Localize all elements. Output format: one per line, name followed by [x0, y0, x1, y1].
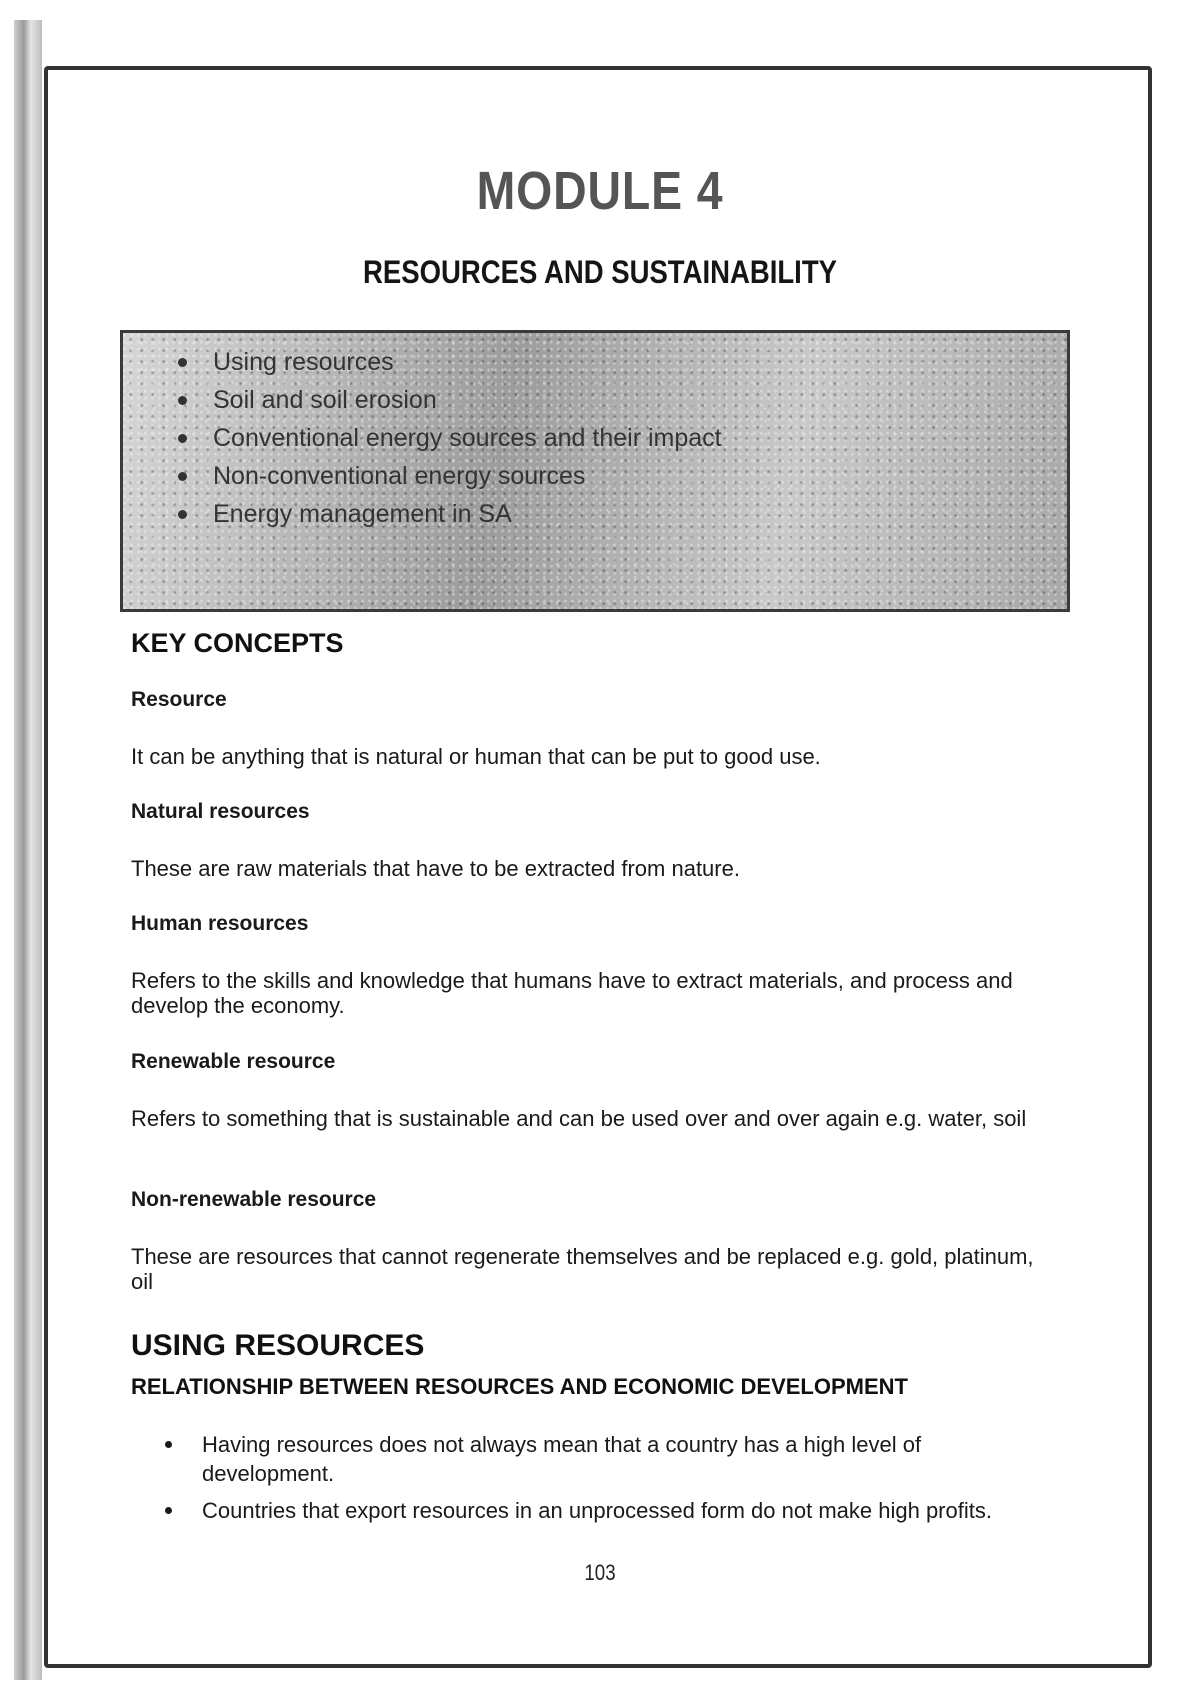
bullet-icon — [165, 1507, 172, 1514]
concept-term-resource: Resource — [131, 688, 227, 711]
relationship-subheading: RELATIONSHIP BETWEEN RESOURCES AND ECONOMIC DEVELOPMENT — [131, 1374, 908, 1399]
points-list — [165, 1430, 1045, 1533]
topic-label: Energy management in SA — [213, 500, 512, 528]
module-subtitle: RESOURCES AND SUSTAINABILITY — [363, 254, 837, 290]
topic-item — [178, 495, 722, 533]
bullet-icon — [178, 434, 187, 443]
concept-definition-resource: It can be anything that is natural or human that can be put to good use. — [131, 744, 821, 769]
page-number: 103 — [584, 1560, 616, 1585]
concept-definition-human-resources: Refers to the skills and knowledge that humans have to extract materials, and process and develop the economy. — [131, 968, 1013, 1018]
concept-term-non-renewable-resource: Non-renewable resource — [131, 1188, 377, 1211]
concept-definition-renewable-resource: Refers to something that is sustainable and can be used over and over again e.g. water, soil — [131, 1106, 1027, 1131]
topic-label: Conventional energy sources and their impact — [213, 424, 722, 452]
topic-item — [178, 419, 722, 457]
list-item — [165, 1496, 1045, 1525]
bullet-icon — [178, 472, 187, 481]
module-title: MODULE 4 — [476, 161, 724, 221]
topics-box — [120, 330, 1070, 612]
topic-label: Soil and soil erosion — [213, 386, 437, 414]
list-item — [165, 1430, 1045, 1488]
key-concepts-heading: KEY CONCEPTS — [131, 628, 344, 658]
topic-item — [178, 457, 722, 495]
binding-edge — [14, 20, 42, 1680]
topic-item — [178, 343, 722, 381]
using-resources-heading: USING RESOURCES — [131, 1329, 425, 1362]
topic-label: Using resources — [213, 348, 394, 376]
topic-label: Non-conventional energy sources — [213, 462, 586, 490]
bullet-icon — [178, 358, 187, 367]
bullet-icon — [178, 396, 187, 405]
bullet-icon — [178, 510, 187, 519]
concept-term-renewable-resource: Renewable resource — [131, 1050, 336, 1073]
point-text: Countries that export resources in an unprocessed form do not make high profits. — [202, 1498, 992, 1523]
concept-definition-natural-resources: These are raw materials that have to be extracted from nature. — [131, 856, 740, 881]
concept-definition-non-renewable-resource: These are resources that cannot regenerate themselves and be replaced e.g. gold, platinum, oil — [131, 1244, 1034, 1294]
topic-item — [178, 381, 722, 419]
concept-term-human-resources: Human resources — [131, 912, 309, 935]
concept-term-natural-resources: Natural resources — [131, 800, 310, 823]
bullet-icon — [165, 1441, 172, 1448]
topics-list — [178, 343, 722, 533]
point-text: Having resources does not always mean that a country has a high level of development. — [202, 1432, 922, 1486]
